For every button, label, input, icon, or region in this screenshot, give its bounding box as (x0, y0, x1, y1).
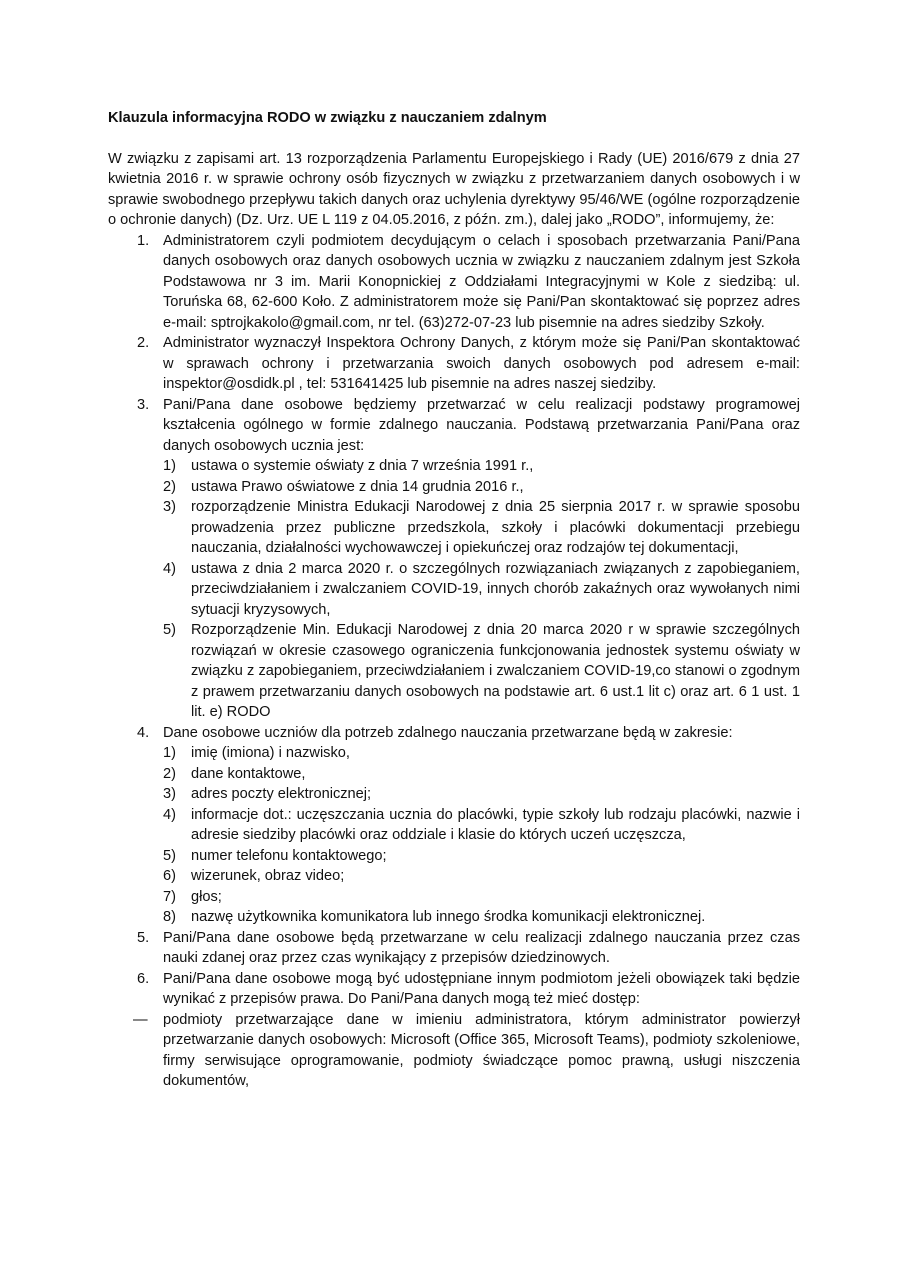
list-item (163, 887, 800, 908)
sub-number: 2) (163, 478, 176, 495)
clause-number: 5. (137, 929, 150, 946)
sub-text: głos; (191, 888, 222, 905)
recipients-list (108, 1010, 800, 1092)
sub-number: 8) (163, 909, 176, 925)
sub-number: 4) (163, 806, 176, 823)
clause-number: 1. (137, 232, 150, 249)
document-title: Klauzula informacyjna RODO w związku z nauczaniem zdalnym (108, 110, 547, 126)
list-item (163, 456, 800, 477)
list-item (163, 805, 800, 846)
sub-text: dane kontaktowe, (191, 765, 306, 782)
list-item (163, 846, 800, 867)
recipient-text: podmioty przetwarzające dane w imieniu administratora, którym administrator powierzył przetwarzanie danych osobowych: Microsoft (Office 365, Microsoft Teams), podmioty szkoleniowe, firmy serwisujące oprogramowanie, podmioty świadczące pomoc prawną, usługi niszczenia dokumentów, (163, 1011, 800, 1089)
clause-number: 3. (137, 396, 150, 413)
clause-text: Administrator wyznaczył Inspektora Ochrony Danych, z którym może się Pani/Pan skontaktować w sprawach ochrony i przetwarzania swoich danych osobowych pod adresem e-mail: inspektor@osdidk.pl , tel: 531641425 lub pisemnie na adres naszej siedziby. (163, 335, 800, 392)
clause-text: Pani/Pana dane osobowe będziemy przetwarzać w celu realizacji podstawy programowej kształcenia ogólnego w formie zdalnego nauczania. Podstawą przetwarzania Pani/Pana oraz danych osobowych ucznia jest: (163, 396, 800, 454)
clause-text: Administratorem czyli podmiotem decydującym o celach i sposobach przetwarzania Pani/Pana danych osobowych oraz danych osobowych ucznia w związku z nauczaniem zdalnym jest Szkoła Podstawowa nr 3 im. Marii Konopnickiej z Oddziałami Integracyjnymi w Kole z siedzibą: ul. Toruńska 68, 62-600 Koło. Z administratorem może się Pani/Pan skontaktować się poprzez adres e-mail: sptrojkakolo@gmail.com, nr tel. (63)272-07-23 lub pisemnie na adres siedziby Szkoły. (163, 232, 800, 331)
legal-basis-list (163, 456, 800, 723)
sub-number: 6) (163, 868, 176, 884)
clause-item-3 (108, 395, 800, 723)
clause-text: Dane osobowe uczniów dla potrzeb zdalnego nauczania przetwarzane będą w zakresie: (163, 724, 733, 741)
sub-number: 1) (163, 745, 176, 761)
clause-number: 6. (137, 970, 150, 987)
intro-paragraph: W związku z zapisami art. 13 rozporządzenia Parlamentu Europejskiego i Rady (UE) 2016/679 z dnia 27 kwietnia 2016 r. w sprawie ochrony osób fizycznych w związku z przetwarzaniem danych osobowych i w sprawie swobodnego przepływu takich danych oraz uchylenia dyrektywy 95/46/WE (ogólne rozporządzenie o ochronie danych) (Dz. Urz. UE L 119 z 04.05.2016, z późn. zm.), dalej jako „RODO”, informujemy, że: (108, 150, 800, 228)
list-item (163, 497, 800, 559)
sub-number: 3) (163, 786, 176, 802)
list-item (163, 784, 800, 805)
list-item (163, 477, 800, 498)
sub-text: informacje dot.: uczęszczania ucznia do placówki, typie szkoły lub rodzaju placówki, nazwie i adresie siedziby placówki oraz oddziale i klasie do których uczeń uczęszcza, (191, 806, 800, 843)
sub-number: 5) (163, 622, 176, 638)
list-item (163, 620, 800, 723)
list-item (163, 743, 800, 764)
sub-text: numer telefonu kontaktowego; (191, 847, 387, 864)
clause-item-5 (108, 928, 800, 969)
sub-text: imię (imiona) i nazwisko, (191, 745, 350, 761)
list-item (163, 764, 800, 785)
sub-text: adres poczty elektronicznej; (191, 786, 372, 802)
sub-text: ustawa z dnia 2 marca 2020 r. o szczególnych rozwiązaniach związanych z zapobieganiem, przeciwdziałaniem i zwalczaniem COVID-19, innych chorób zakaźnych oraz wywołanych nimi sytuacji kryzysowych, (191, 560, 800, 618)
sub-number: 3) (163, 499, 176, 515)
list-item (163, 559, 800, 621)
clause-item-4 (108, 723, 800, 928)
clause-number: 2. (137, 335, 150, 351)
clause-text: Pani/Pana dane osobowe mogą być udostępniane innym podmiotom jeżeli obowiązek taki będzie wynikać z przepisów prawa. Do Pani/Pana danych mogą też mieć dostęp: (163, 970, 800, 1007)
sub-text: ustawa o systemie oświaty z dnia 7 września 1991 r., (191, 458, 534, 474)
list-item (163, 866, 800, 887)
sub-number: 4) (163, 560, 176, 577)
list-item (108, 1010, 800, 1092)
sub-number: 5) (163, 847, 176, 864)
data-scope-list (163, 743, 800, 928)
list-item (163, 907, 800, 928)
clause-text: Pani/Pana dane osobowe będą przetwarzane w celu realizacji zdalnego nauczania przez czas nauki zdanej oraz przez czas wynikający z przepisów dziedzinowych. (163, 929, 800, 966)
sub-number: 1) (163, 458, 176, 474)
sub-number: 7) (163, 888, 176, 905)
sub-text: ustawa Prawo oświatowe z dnia 14 grudnia 2016 r., (191, 478, 524, 495)
sub-text: nazwę użytkownika komunikatora lub innego środka komunikacji elektronicznej. (191, 909, 706, 925)
dash-bullet: — (133, 1011, 148, 1028)
clause-item-2 (108, 333, 800, 395)
clause-list (108, 231, 800, 1010)
clause-item-1 (108, 231, 800, 334)
sub-number: 2) (163, 765, 176, 782)
sub-text: Rozporządzenie Min. Edukacji Narodowej z dnia 20 marca 2020 r w sprawie szczególnych rozwiązań w okresie czasowego ograniczenia funkcjonowania jednostek systemu oświaty w związku z zapobieganiem, przeciwdziałaniem i zwalczaniem COVID-19,co stanowi o zgodnym z prawem przetwarzaniu danych osobowych na podstawie art. 6 ust.1 lit c) oraz art. 6 1 ust. 1 lit. e) RODO (191, 622, 800, 720)
clause-number: 4. (137, 724, 150, 741)
clause-item-6 (108, 969, 800, 1010)
sub-text: wizerunek, obraz video; (191, 868, 345, 884)
sub-text: rozporządzenie Ministra Edukacji Narodowej z dnia 25 sierpnia 2017 r. w sprawie sposobu prowadzenia przez publiczne przedszkola, szkoły i placówki dokumentacji przebiegu nauczania, działalności wychowawczej i opiekuńczej oraz rodzajów tej dokumentacji, (191, 499, 800, 556)
